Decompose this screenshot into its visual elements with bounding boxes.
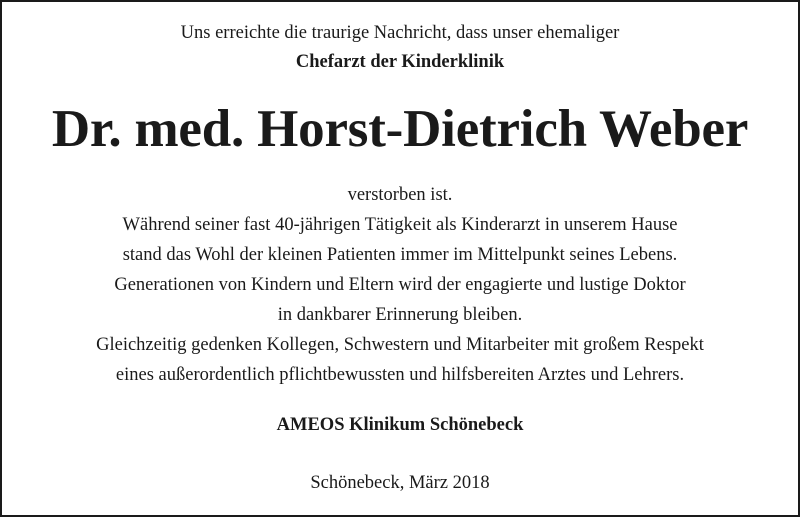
body-line: stand das Wohl der kleinen Patienten immer im Mittelpunkt seines Lebens. — [122, 245, 678, 265]
deceased-name: Dr. med. Horst-Dietrich Weber — [51, 100, 749, 158]
body-line: Generationen von Kindern und Eltern wird der engagierte und lustige Doktor — [114, 275, 686, 295]
body-line: Gleichzeitig gedenken Kollegen, Schwestern und Mitarbeiter mit großem Respekt — [96, 335, 704, 355]
place-date: Schönebeck, März 2018 — [310, 473, 490, 493]
body-line: Während seiner fast 40-jährigen Tätigkeit als Kinderarzt in unserem Hause — [122, 215, 678, 235]
institution-signature: AMEOS Klinikum Schönebeck — [276, 415, 524, 435]
body-line: eines außerordentlich pflichtbewussten und hilfsbereiten Arztes und Lehrers. — [115, 365, 685, 385]
body-line: in dankbarer Erinnerung bleiben. — [277, 305, 523, 325]
body-line: verstorben ist. — [347, 185, 453, 205]
body-text — [2, 180, 798, 390]
position-title: Chefarzt der Kinderklinik — [295, 52, 505, 72]
intro-text: Uns erreichte die traurige Nachricht, dass unser ehemaliger — [180, 23, 620, 43]
